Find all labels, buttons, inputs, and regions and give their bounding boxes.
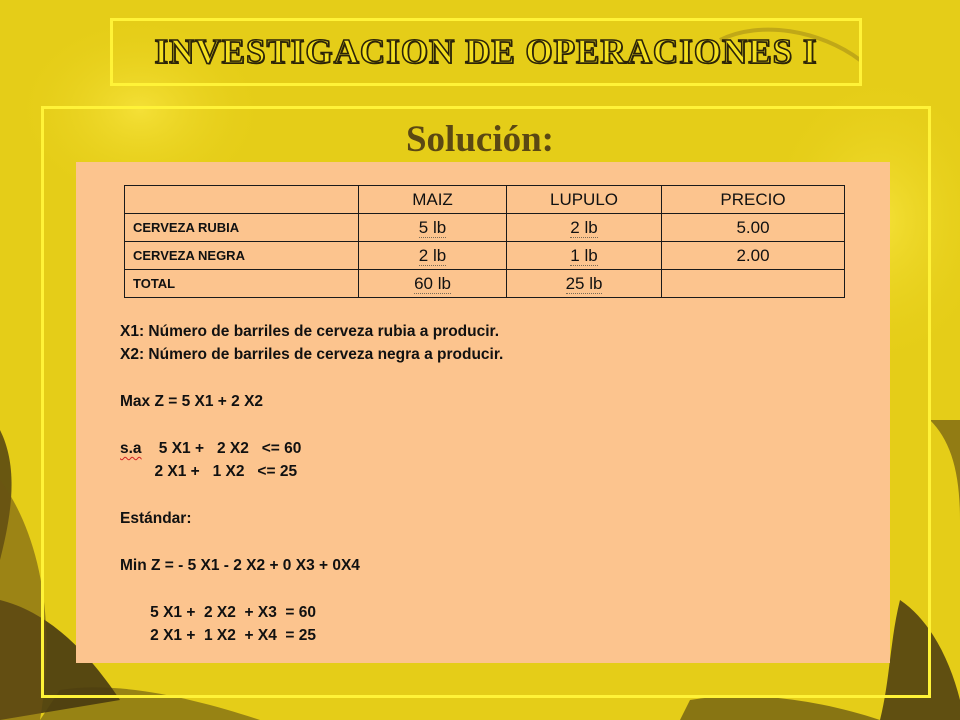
table-cell	[662, 270, 845, 298]
table-row	[125, 270, 845, 298]
cell-value: 5 lb	[418, 217, 447, 237]
title-box	[110, 18, 862, 86]
standard-label: Estándar:	[120, 510, 192, 528]
standard-objective: Min Z = - 5 X1 - 2 X2 + 0 X3 + 0X4	[120, 556, 360, 574]
subtitle: Solución:	[405, 119, 555, 160]
table-cell: 5.00	[662, 214, 845, 242]
constraint-2: 2 X1 + 1 X2 <= 25	[120, 463, 298, 481]
table-cell	[359, 242, 507, 270]
table-header-cell: MAIZ	[359, 186, 507, 214]
table-header-cell: LUPULO	[507, 186, 662, 214]
row-label: TOTAL	[125, 270, 359, 298]
data-table	[124, 185, 845, 298]
table-cell	[507, 242, 662, 270]
spacer	[120, 414, 860, 437]
table-row	[125, 242, 845, 270]
cell-value: 1 lb	[570, 245, 598, 265]
constraint-1-expr: 5 X1 + 2 X2 <= 60	[141, 439, 302, 457]
cell-value: 60 lb	[414, 273, 451, 293]
table-cell: 2.00	[662, 242, 845, 270]
x2-definition: X2: Número de barriles de cerveza negra a producir.	[120, 346, 504, 364]
constraint-1	[120, 437, 860, 460]
table-cell	[359, 270, 507, 298]
cell-value: 2 lb	[570, 217, 598, 237]
model-text	[120, 320, 860, 647]
cell-value: 2 lb	[418, 245, 447, 265]
table-cell	[507, 270, 662, 298]
objective-function: Max Z = 5 X1 + 2 X2	[120, 393, 264, 411]
standard-constraint-2: 2 X1 + 1 X2 + X4 = 25	[120, 627, 317, 645]
spacer	[120, 577, 860, 600]
table-cell	[359, 214, 507, 242]
cell-value: 25 lb	[565, 273, 603, 293]
row-label: CERVEZA RUBIA	[125, 214, 359, 242]
subject-to-label: s.a	[120, 439, 142, 457]
row-label: CERVEZA NEGRA	[125, 242, 359, 270]
standard-constraint-1: 5 X1 + 2 X2 + X3 = 60	[120, 603, 317, 621]
page-title: INVESTIGACION DE OPERACIONES I	[154, 32, 818, 71]
table-header-row	[125, 186, 845, 214]
x1-definition: X1: Número de barriles de cerveza rubia a producir.	[120, 323, 500, 340]
table-row	[125, 214, 845, 242]
table-cell	[507, 214, 662, 242]
spacer	[120, 531, 860, 554]
solution-panel	[76, 162, 890, 663]
spacer	[120, 484, 860, 507]
table-header-cell: PRECIO	[662, 186, 845, 214]
spacer	[120, 367, 860, 390]
table-header-cell	[125, 186, 359, 214]
